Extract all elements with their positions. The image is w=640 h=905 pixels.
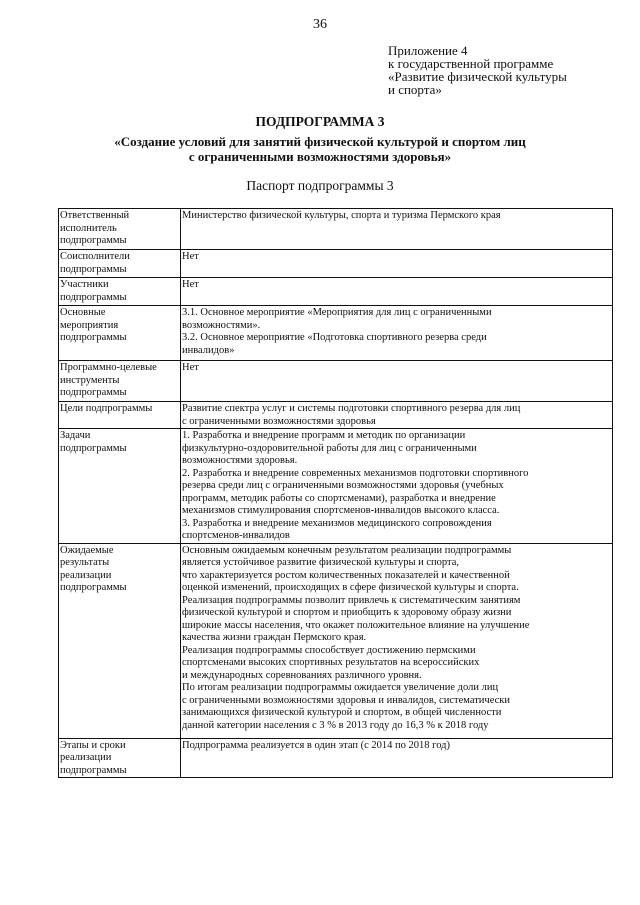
row-label-line: подпрограммы xyxy=(60,263,127,275)
table-row xyxy=(59,250,613,278)
row-label-line: Соисполнители xyxy=(60,251,130,262)
table-row xyxy=(59,278,613,306)
row-label-line: подпрограммы xyxy=(60,235,127,246)
row-label-cell xyxy=(59,361,181,402)
row-value-line: физкультурно-оздоровительной работы для лиц с ограниченными xyxy=(182,442,477,454)
subprogram-subtitle xyxy=(60,134,580,164)
row-value-line: инвалидов» xyxy=(182,344,235,356)
row-label-line: мероприятия xyxy=(60,319,119,331)
row-value-cell xyxy=(181,209,613,250)
row-label-cell xyxy=(59,278,181,306)
row-value-line: с ограниченными возможностями здоровья и инвалидов, систематически xyxy=(182,694,511,706)
table-row xyxy=(59,429,613,544)
row-value-cell xyxy=(181,306,613,361)
row-value-line: качества жизни граждан Пермского края. xyxy=(182,632,367,643)
row-label-line: результаты xyxy=(60,557,110,568)
row-label-cell xyxy=(59,306,181,361)
table-row xyxy=(59,543,613,738)
appendix-line: к государственной программе xyxy=(388,56,554,71)
row-value-line: Нет xyxy=(182,279,199,290)
row-value-line: 3.2. Основное мероприятие «Подготовка спортивного резерва среди xyxy=(182,332,487,343)
row-value-line: с ограниченными возможностями здоровья xyxy=(182,415,376,427)
appendix-line: «Развитие физической культуры xyxy=(388,69,567,84)
row-value-cell xyxy=(181,429,613,544)
row-value-line: спортсменами высоких спортивных результатов на всероссийских xyxy=(182,657,480,668)
table-row xyxy=(59,306,613,361)
table-row xyxy=(59,361,613,402)
row-label-line: реализации xyxy=(60,752,112,763)
row-label-line: Цели подпрограммы xyxy=(60,403,153,414)
row-label-line: подпрограммы xyxy=(60,442,127,454)
passport-heading: Паспорт подпрограммы 3 xyxy=(246,178,394,193)
row-value-line: Основным ожидаемым конечным результатом реализации подпрограммы xyxy=(182,544,512,556)
row-value-line: Нет xyxy=(182,362,199,373)
row-value-cell xyxy=(181,278,613,306)
row-value-line: данной категории населения с 3 % в 2013 году до 16,3 % к 2018 году xyxy=(182,719,489,731)
row-value-line: и международных соревнованиях различного уровня. xyxy=(182,669,422,681)
row-value-line: физической культурой и спортом и приобщить к здоровому образу жизни xyxy=(182,607,512,618)
row-label-cell xyxy=(59,402,181,429)
row-label-line: Участники xyxy=(60,279,109,290)
row-label-line: Этапы и сроки xyxy=(60,739,126,751)
row-value-line: механизмов стимулирования спортсменов-инвалидов высокого класса. xyxy=(182,505,500,516)
subprogram-title: ПОДПРОГРАММА 3 xyxy=(255,114,385,129)
row-label-cell xyxy=(59,738,181,778)
row-label-cell xyxy=(59,429,181,544)
row-value-line: спортсменов-инвалидов xyxy=(182,530,290,541)
row-label-line: подпрограммы xyxy=(60,332,127,343)
row-value-line: занимающихся физической культурой и спортом, в общей численности xyxy=(182,707,502,718)
passport-table-body xyxy=(59,209,613,778)
row-label-line: Ожидаемые xyxy=(60,544,114,556)
row-label-cell xyxy=(59,250,181,278)
row-label-line: реализации xyxy=(60,569,112,581)
row-label-line: подпрограммы xyxy=(60,764,127,776)
row-label-line: исполнитель xyxy=(60,222,117,234)
row-label-line: подпрограммы xyxy=(60,291,127,303)
row-value-line: Реализация подпрограммы позволит привлечь к систематическим занятиям xyxy=(182,594,521,606)
row-label-line: инструменты xyxy=(60,374,120,386)
row-value-line: возможностями». xyxy=(182,319,261,331)
row-value-line: программ, методик работы со спортсменами), разработка и внедрение xyxy=(182,492,496,504)
row-value-cell xyxy=(181,738,613,778)
row-value-line: оценкой изменений, происходящих в сфере физической культуры и спорта. xyxy=(182,582,519,593)
table-row xyxy=(59,402,613,429)
row-value-line: 2. Разработка и внедрение современных механизмов подготовки спортивного xyxy=(182,467,529,479)
row-label-line: Основные xyxy=(60,307,106,318)
subtitle-line: с ограниченными возможностями здоровья» xyxy=(188,149,452,164)
row-value-cell xyxy=(181,402,613,429)
row-value-cell xyxy=(181,250,613,278)
row-value-line: Реализация подпрограммы способствует достижению пермскими xyxy=(182,644,476,656)
row-value-line: что характеризуется ростом количественных показателей и качественной xyxy=(182,569,510,581)
appendix-note xyxy=(388,44,628,96)
row-value-cell xyxy=(181,543,613,738)
row-label-line: подпрограммы xyxy=(60,387,127,398)
appendix-line: и спорта» xyxy=(388,82,442,97)
row-value-line: широкие массы населения, что окажет положительное влияние на улучшение xyxy=(182,619,530,631)
row-value-line: 3. Разработка и внедрение механизмов медицинского сопровождения xyxy=(182,517,492,529)
passport-table xyxy=(58,208,613,778)
row-label-cell xyxy=(59,543,181,738)
row-value-line: Министерство физической культуры, спорта и туризма Пермского края xyxy=(182,210,501,221)
row-value-line: По итогам реализации подпрограммы ожидается увеличение доли лиц xyxy=(182,682,499,693)
page-number: 36 xyxy=(313,17,327,32)
row-value-line: 3.1. Основное мероприятие «Мероприятия для лиц с ограниченными xyxy=(182,307,492,318)
row-label-line: подпрограммы xyxy=(60,582,127,593)
row-value-line: является устойчивое развитие физической культуры и спорта, xyxy=(182,557,460,568)
row-value-line: Подпрограмма реализуется в один этап (с 2014 по 2018 год) xyxy=(182,739,450,751)
row-value-line: Развитие спектра услуг и системы подготовки спортивного резерва для лиц xyxy=(182,403,521,414)
row-value-line: резерва среди лиц с ограниченными возможностями здоровья (учебных xyxy=(182,480,504,491)
row-value-line: возможностями здоровья. xyxy=(182,455,298,466)
row-value-cell xyxy=(181,361,613,402)
subtitle-line: «Создание условий для занятий физической культурой и спортом лиц xyxy=(114,134,526,149)
row-label-cell xyxy=(59,209,181,250)
appendix-line: Приложение 4 xyxy=(388,43,468,58)
row-label-line: Задачи xyxy=(60,430,91,441)
row-label-line: Программно-целевые xyxy=(60,362,157,373)
row-label-line: Ответственный xyxy=(60,210,130,221)
row-value-line: Нет xyxy=(182,251,199,262)
table-row xyxy=(59,738,613,778)
row-value-line: 1. Разработка и внедрение программ и методик по организации xyxy=(182,430,466,441)
table-row xyxy=(59,209,613,250)
